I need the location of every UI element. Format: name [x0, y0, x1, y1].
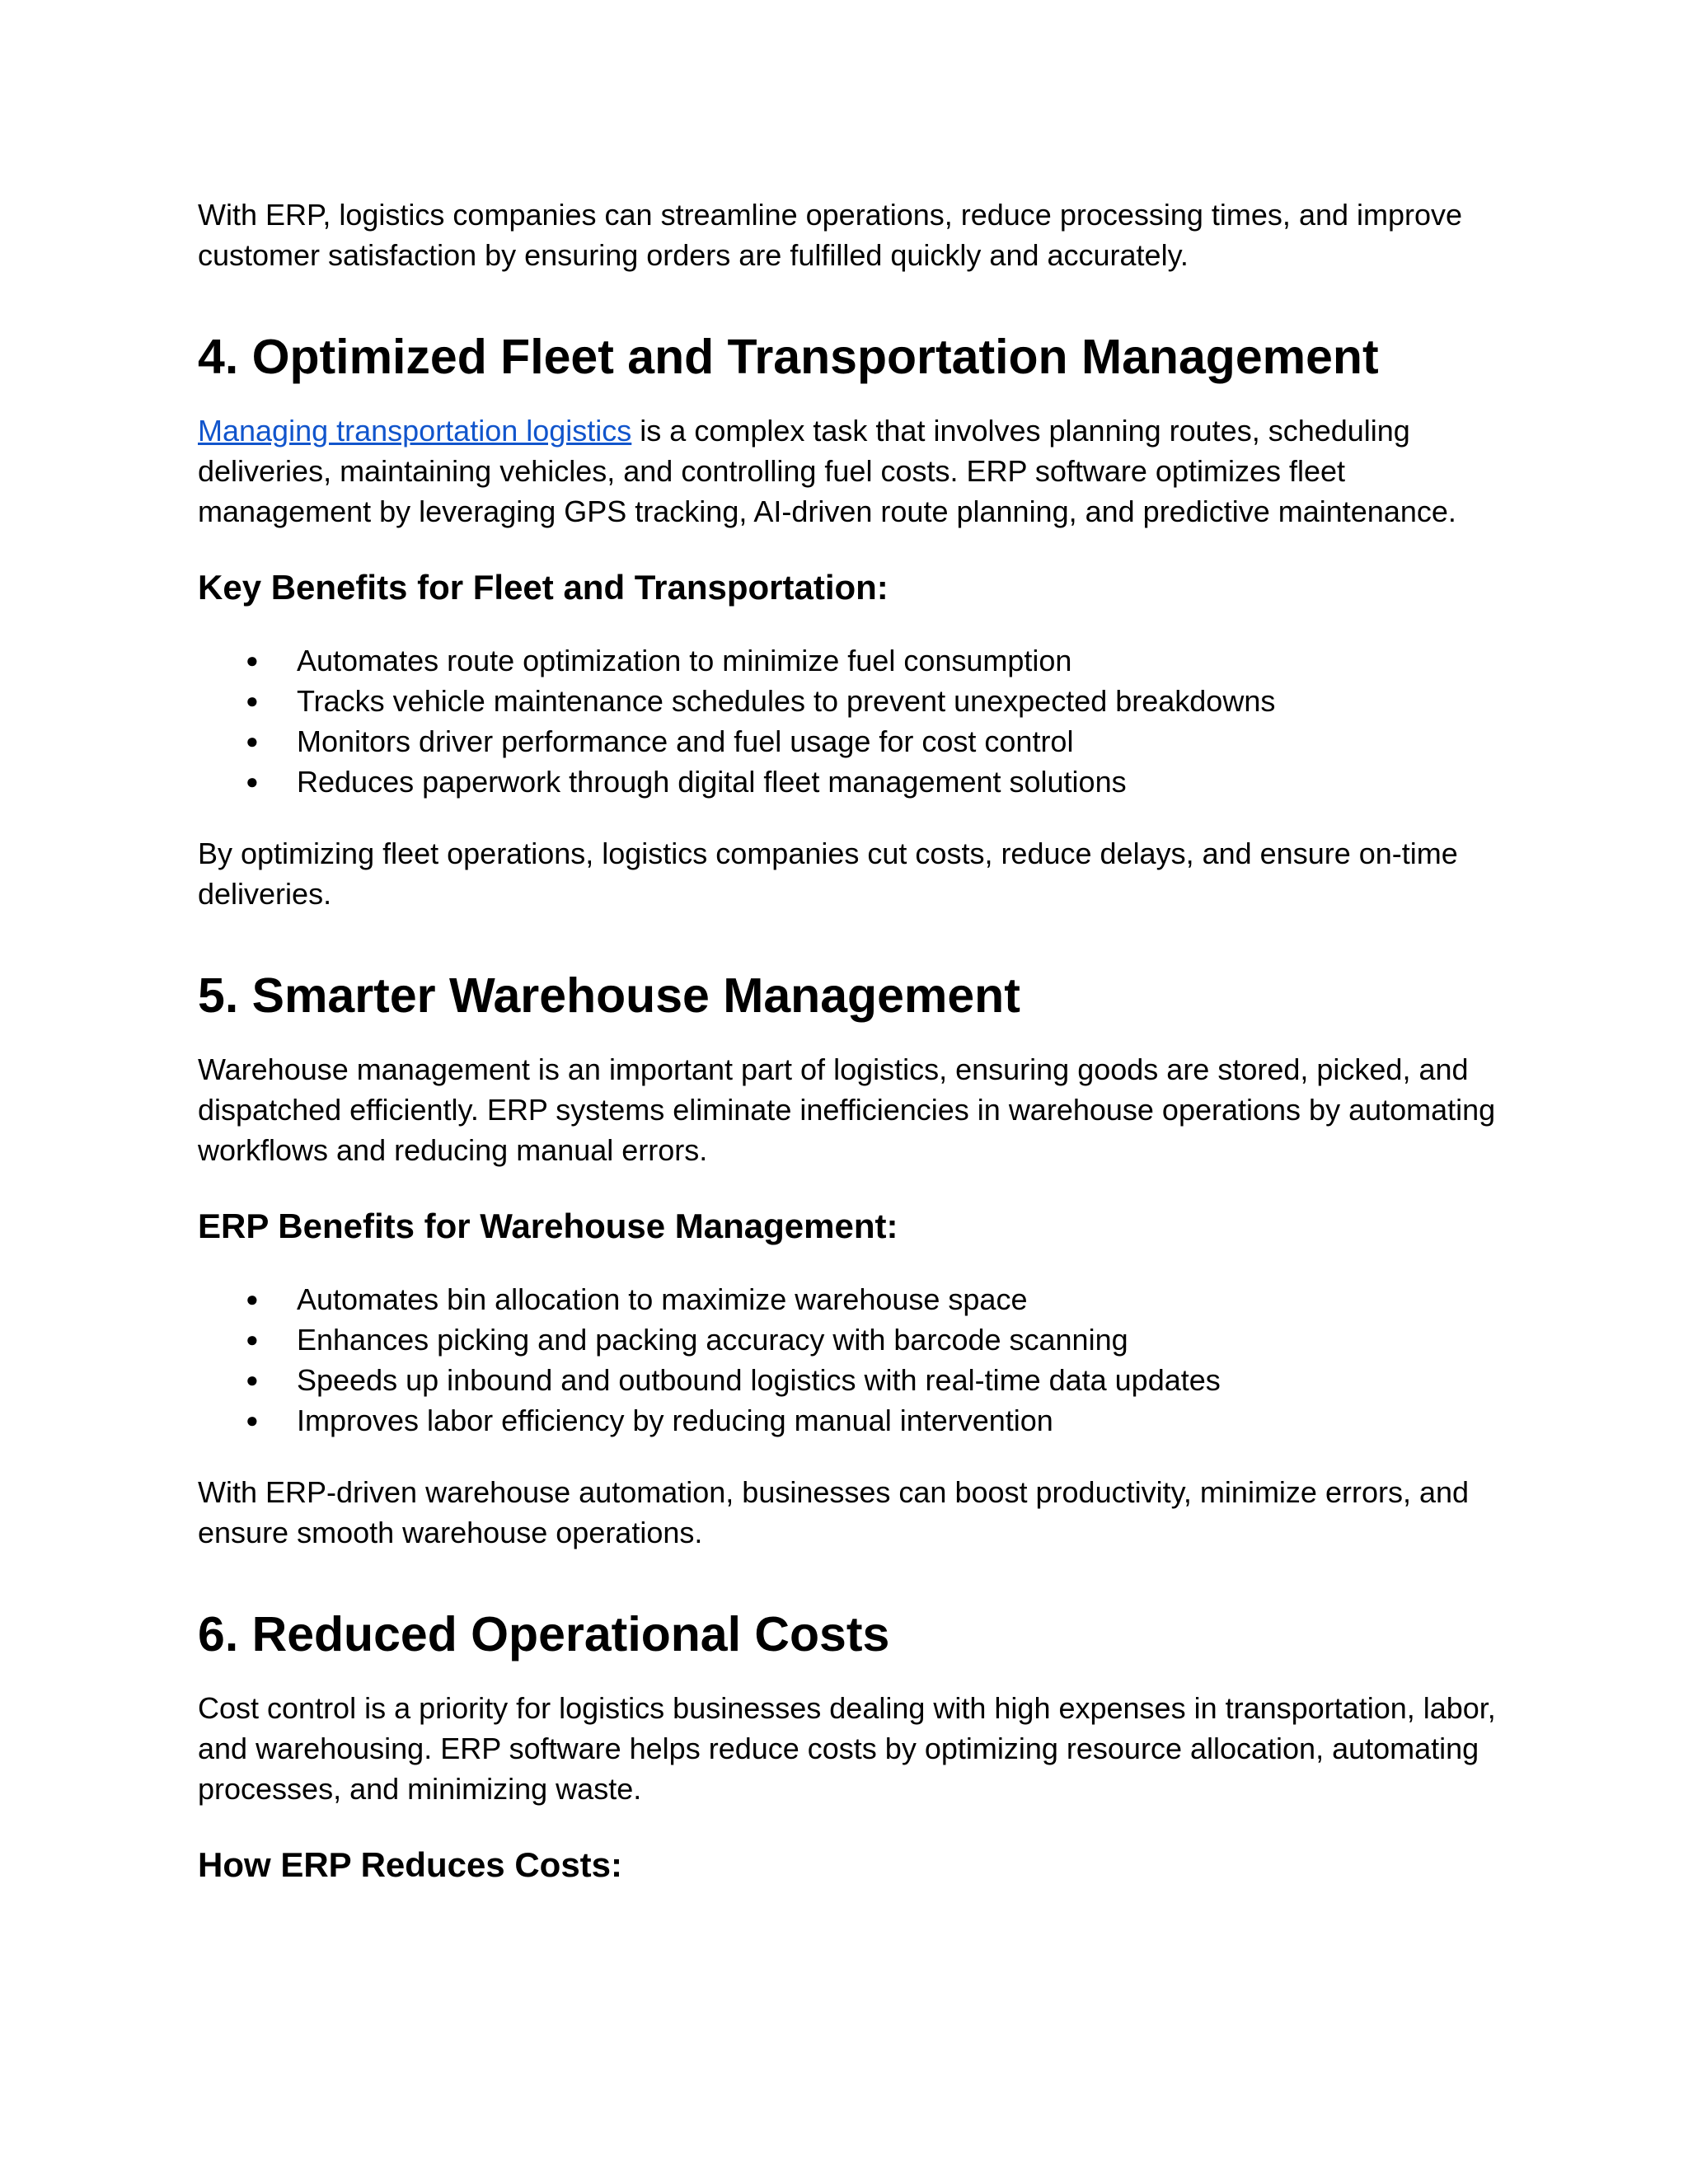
bullet-icon: ●: [246, 769, 259, 794]
bullet-icon: ●: [246, 1367, 259, 1392]
bullet-icon: ●: [246, 1327, 259, 1352]
section-5-paragraph: Warehouse management is an important part of logistics, ensuring goods are stored, picked, and dispatched efficiently. ERP systems eliminate inefficiencies in warehouse operations by automating workflows and reducing manual errors.: [198, 1052, 1496, 1167]
section-6-subheading: How ERP Reduces Costs:: [198, 1845, 623, 1884]
section-5-subheading: ERP Benefits for Warehouse Management:: [198, 1207, 898, 1245]
list-item: ● Speeds up inbound and outbound logistics with real-time data updates: [198, 1360, 1500, 1400]
section-5-closing: With ERP-driven warehouse automation, businesses can boost productivity, minimize errors, and ensure smooth warehouse operations.: [198, 1475, 1470, 1549]
bullet-icon: ●: [246, 688, 259, 713]
section-6-heading: 6. Reduced Operational Costs: [198, 1607, 890, 1661]
list-item: ● Improves labor efficiency by reducing manual intervention: [198, 1400, 1500, 1441]
list-item: ● Reduces paperwork through digital fleet management solutions: [198, 762, 1500, 802]
bullet-icon: ●: [246, 1408, 259, 1432]
list-item: ● Automates route optimization to minimize fuel consumption: [198, 640, 1500, 681]
section-4-heading: 4. Optimized Fleet and Transportation Management: [198, 330, 1379, 384]
list-item: ● Enhances picking and packing accuracy with barcode scanning: [198, 1319, 1500, 1360]
document-page: [198, 194, 1500, 1886]
section-5-bullet-list: [198, 1279, 1500, 1441]
list-item: ● Tracks vehicle maintenance schedules to prevent unexpected breakdowns: [198, 681, 1500, 721]
list-item: ● Monitors driver performance and fuel usage for cost control: [198, 721, 1500, 762]
section-4-closing: By optimizing fleet operations, logistics companies cut costs, reduce delays, and ensure on-time deliveries.: [198, 837, 1458, 911]
section-5-heading: 5. Smarter Warehouse Management: [198, 968, 1020, 1023]
bullet-icon: ●: [246, 729, 259, 753]
managing-transportation-logistics-link[interactable]: Managing transportation logistics: [198, 414, 632, 448]
section-4-bullet-list: [198, 640, 1500, 802]
section-4-subheading: Key Benefits for Fleet and Transportation:: [198, 568, 889, 607]
list-item: ● Automates bin allocation to maximize warehouse space: [198, 1279, 1500, 1319]
intro-paragraph: With ERP, logistics companies can streamline operations, reduce processing times, and improve customer satisfaction by ensuring orders are fulfilled quickly and accurately.: [198, 198, 1463, 272]
section-6-paragraph: Cost control is a priority for logistics businesses dealing with high expenses in transportation, labor, and warehousing. ERP software helps reduce costs by optimizing resource allocation, automating processes, and minimizing waste.: [198, 1691, 1496, 1806]
section-4-paragraph: [198, 410, 1500, 532]
section-4-paragraph-text: is a complex task that involves planning routes, scheduling deliveries, maintaining vehicles, and controlling fuel costs. ERP software optimizes fleet management by leveraging GPS tracking, AI-driven route planning, and predictive maintenance.: [198, 414, 1456, 528]
bullet-icon: ●: [246, 1286, 259, 1311]
bullet-icon: ●: [246, 648, 259, 673]
